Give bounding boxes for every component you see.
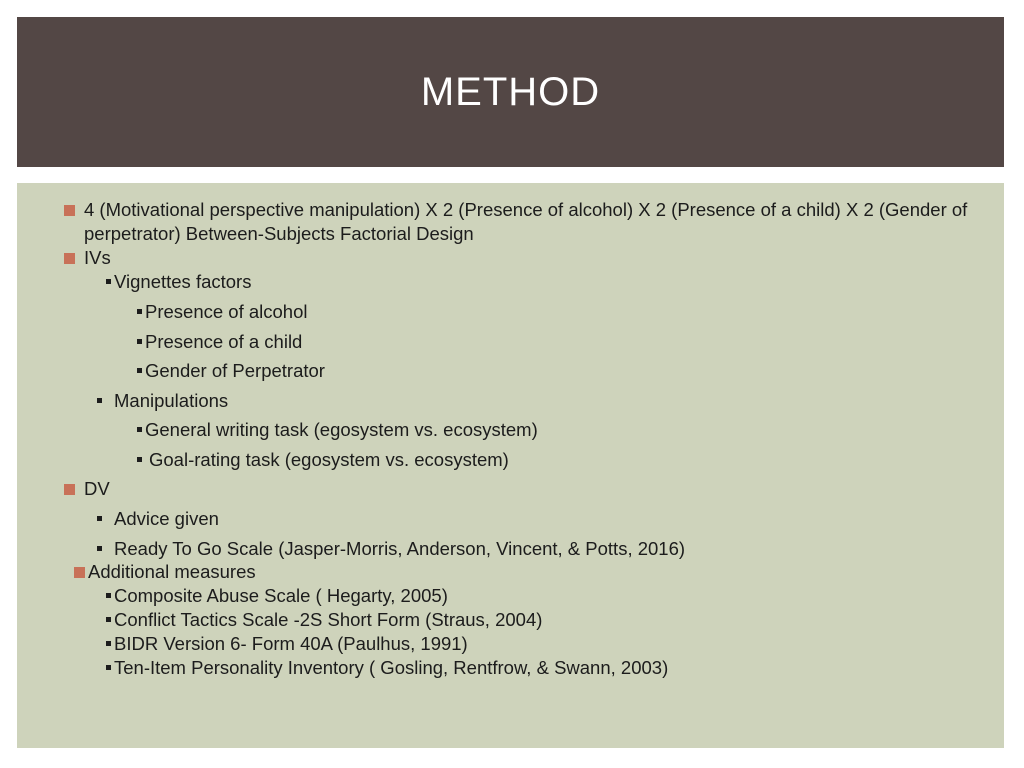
bullet-dot-icon (137, 339, 142, 344)
manipulations-label: Manipulations (114, 390, 229, 411)
vignette-item: Gender of Perpetrator (145, 360, 325, 381)
additional-item: Composite Abuse Scale ( Hegarty, 2005) (114, 585, 448, 606)
additional-item: Ten-Item Personality Inventory ( Gosling, Rentfrow, & Swann, 2003) (114, 657, 669, 678)
title-bar (17, 17, 1004, 167)
bullet-square-icon (64, 484, 75, 495)
additional-item: Conflict Tactics Scale -2S Short Form (Straus, 2004) (114, 609, 543, 630)
vignette-item: Presence of a child (145, 331, 303, 352)
bullet-dot-icon (97, 546, 102, 551)
bullet-dot-icon (97, 398, 102, 403)
design-text-line-1: 4 (Motivational perspective manipulation) X 2 (Presence of alcohol) X 2 (Presence of a child) X 2 (Gender of (84, 199, 968, 220)
slide-title: METHOD (420, 69, 601, 114)
bullet-dot-icon (137, 309, 142, 314)
bullet-dot-icon (106, 665, 111, 670)
design-text-line-2: perpetrator) Between-Subjects Factorial Design (84, 223, 474, 244)
manipulation-item: Goal-rating task (egosystem vs. ecosystem) (149, 449, 509, 470)
dv-label: DV (84, 478, 110, 499)
bullet-dot-icon (97, 516, 102, 521)
bullet-dot-icon (137, 368, 142, 373)
bullet-square-icon (64, 205, 75, 216)
ivs-label: IVs (84, 247, 111, 268)
bullet-dot-icon (106, 641, 111, 646)
vignettes-label: Vignettes factors (114, 271, 252, 292)
vignette-item: Presence of alcohol (145, 301, 308, 322)
bullet-dot-icon (106, 617, 111, 622)
bullet-square-icon (64, 253, 75, 264)
bullet-dot-icon (137, 427, 142, 432)
bullet-dot-icon (106, 593, 111, 598)
dv-item: Ready To Go Scale (Jasper-Morris, Anderson, Vincent, & Potts, 2016) (114, 538, 686, 559)
bullet-square-icon (74, 567, 85, 578)
bullet-dot-icon (106, 279, 111, 284)
additional-measures-label: Additional measures (88, 561, 256, 582)
additional-item: BIDR Version 6- Form 40A (Paulhus, 1991) (114, 633, 468, 654)
manipulation-item: General writing task (egosystem vs. ecosystem) (145, 419, 538, 440)
dv-item: Advice given (114, 508, 219, 529)
bullet-dot-icon (137, 457, 142, 462)
